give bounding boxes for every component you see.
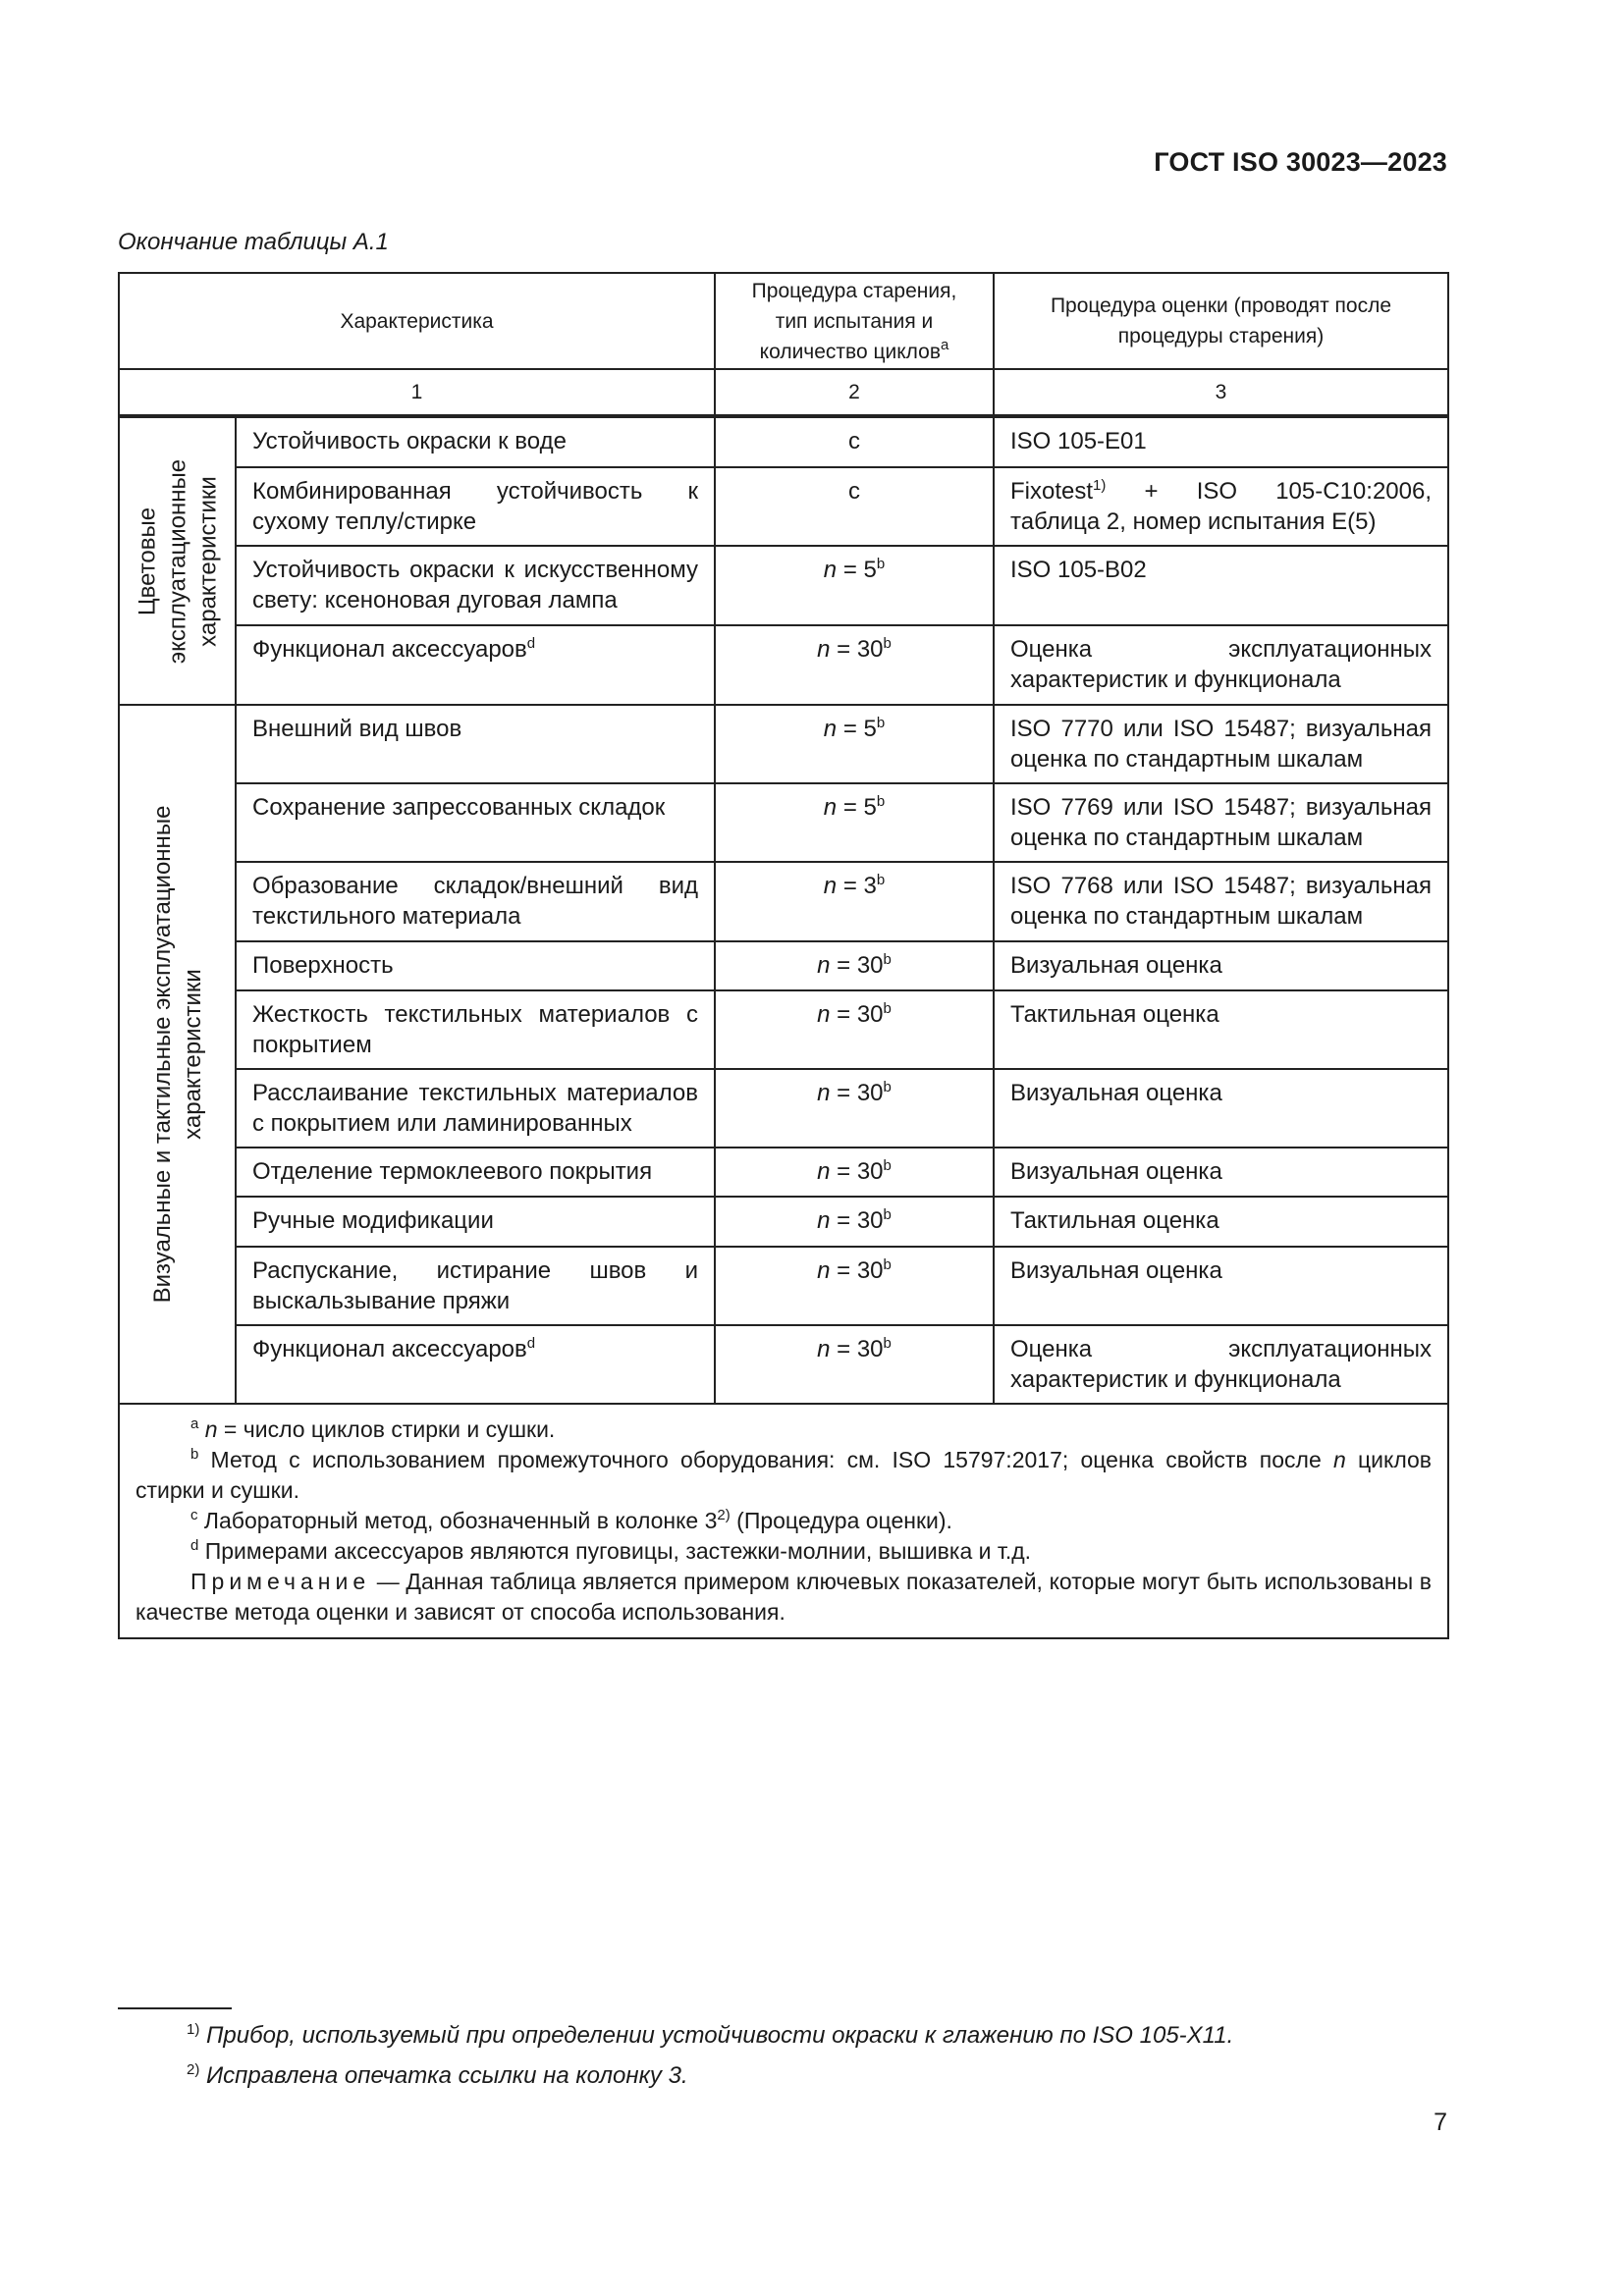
column-number: 2 [715,369,994,416]
table-row [119,941,1448,990]
procedure-cell [715,416,994,467]
evaluation-cell: Визуальная оценка [994,1148,1448,1197]
table-row [119,546,1448,625]
header-evaluation: Процедура оценки (проводят после процедуры старения) [994,273,1448,369]
column-number: 1 [119,369,715,416]
procedure-value: c [848,477,860,505]
table-row [119,862,1448,940]
procedure-cell: $n = 5^b$ [715,546,994,625]
procedure-value: n = 30 [817,951,884,979]
characteristic-cell: Функционал аксессуаров$^d$ [236,625,715,705]
characteristic-cell: Образование складок/внешний вид текстильного материала [236,862,715,940]
procedure-value: n = 5 [823,716,877,742]
procedure-value: n = 30 [817,1335,884,1362]
evaluation-cell: Визуальная оценка [994,941,1448,990]
evaluation-cell: Визуальная оценка [994,1069,1448,1148]
table-caption: Окончание таблицы А.1 [118,229,389,255]
evaluation-cell: Тактильная оценка [994,990,1448,1069]
table-row [119,1325,1448,1404]
procedure-value: n = 30 [817,1158,884,1186]
header-characteristic: Характеристика [119,273,715,369]
document-header: ГОСТ ISO 30023—2023 [1154,147,1447,177]
procedure-cell: $n = 30^b$ [715,1197,994,1246]
table-row [119,1197,1448,1246]
characteristic-cell: Комбинированная устойчивость к сухому теплу/стирке [236,467,715,547]
characteristic-cell: Распускание, истирание швов и выскальзывание пряжи [236,1247,715,1325]
page-footnotes [187,2015,1453,2096]
evaluation-cell: Визуальная оценка [994,1247,1448,1325]
procedure-value: c [848,428,860,454]
procedure-cell: $n = 30^b$ [715,1247,994,1325]
characteristic-cell: Поверхность [236,941,715,990]
characteristic-cell: Функционал аксессуаров$^d$ [236,1325,715,1404]
procedure-cell: $n = 30^b$ [715,990,994,1069]
procedure-value: n = 30 [817,1256,884,1284]
group-label: Цветовые эксплуатационные характеристики [134,458,221,664]
table-row [119,783,1448,862]
characteristic-cell: Расслаивание текстильных материалов с покрытием или ламинированных [236,1069,715,1148]
note-d: $^d$ Примерами аксессуаров являются пуговицы, застежки-молнии, вышивка и т.д. [190,1537,1032,1564]
note-a: $^a$ n = число циклов стирки и сушки. [190,1415,556,1442]
evaluation-cell: Оценка эксплуатационных характеристик и функционала [994,625,1448,705]
procedure-value: n = 30 [817,1080,884,1107]
characteristic-cell: Ручные модификации [236,1197,715,1246]
procedure-cell: $n = 30^b$ [715,1148,994,1197]
evaluation-cell: Оценка эксплуатационных характеристик и функционала [994,1325,1448,1404]
procedure-cell: $n = 30^b$ [715,1325,994,1404]
group-label: Визуальные и тактильные эксплуатационные характеристики [148,805,206,1304]
characteristic-cell: Устойчивость окраски к искусственному свету: ксеноновая дуговая лампа [236,546,715,625]
note-c: $^c$ Лабораторный метод, обозначенный в колонке 3$^{2)}$ (Процедура оценки). [190,1507,952,1533]
table-a1 [118,272,1449,1639]
notes-row [119,1404,1448,1638]
group-label-cell [119,416,236,705]
table-notes [119,1404,1448,1638]
procedure-value: n = 30 [817,636,884,664]
procedure-cell: $n = 30^b$ [715,1069,994,1148]
procedure-value: n = 5 [823,557,877,584]
evaluation-cell: ISO 105-E01 [994,416,1448,467]
table-row [119,467,1448,547]
characteristic-cell: Сохранение запрессованных складок [236,783,715,862]
footnote-2: $^{2)}$ Исправлена опечатка ссылки на колонку 3. [187,2061,688,2089]
table-row [119,705,1448,783]
procedure-cell: $n = 30^b$ [715,625,994,705]
note-b: $^b$ Метод с использованием промежуточного оборудования: см. ISO 15797:2017; оценка свойств после n циклов стирки и сушки. [135,1446,1433,1503]
characteristic-cell: Отделение термоклеевого покрытия [236,1148,715,1197]
table-row [119,990,1448,1069]
evaluation-cell: ISO 105-B02 [994,546,1448,625]
evaluation-cell: Fixotest$^{1)}$ + ISO 105-C10:2006, таблица 2, номер испытания E(5) [994,467,1448,547]
evaluation-cell: Тактильная оценка [994,1197,1448,1246]
footnote-rule [118,2007,232,2009]
page-number: 7 [1434,2109,1447,2136]
table-row [119,625,1448,705]
procedure-value: n = 30 [817,1000,884,1028]
note-remark: Примечание — Данная таблица является примером ключевых показателей, которые могут быть использованы в качестве метода оценки и зависят от способа использования. [135,1569,1432,1625]
header-row [119,273,1448,369]
procedure-cell [715,467,994,547]
evaluation-cell: ISO 7768 или ISO 15487; визуальная оценка по стандартным шкалам [994,862,1448,940]
procedure-value: n = 3 [823,873,877,900]
column-numbers-row [119,369,1448,416]
evaluation-cell: ISO 7770 или ISO 15487; визуальная оценка по стандартным шкалам [994,705,1448,783]
procedure-cell: $n = 3^b$ [715,862,994,940]
procedure-value: n = 30 [817,1207,884,1235]
table-row [119,1247,1448,1325]
characteristic-cell: Устойчивость окраски к воде [236,416,715,467]
procedure-cell: $n = 5^b$ [715,705,994,783]
table-row [119,1069,1448,1148]
table-row [119,416,1448,467]
procedure-cell: $n = 30^b$ [715,941,994,990]
column-number: 3 [994,369,1448,416]
table-row [119,1148,1448,1197]
procedure-cell: $n = 5^b$ [715,783,994,862]
characteristic-cell: Жесткость текстильных материалов с покрытием [236,990,715,1069]
evaluation-cell: ISO 7769 или ISO 15487; визуальная оценка по стандартным шкалам [994,783,1448,862]
footnote-1: $^{1)}$ Прибор, используемый при определении устойчивости окраски к глажению по ISO 105-X11. [187,2021,1234,2049]
characteristic-cell: Внешний вид швов [236,705,715,783]
procedure-value: n = 5 [823,794,877,822]
group-label-cell [119,705,236,1404]
header-procedure: Процедура старения, тип испытания и количество циклов$^a$ [715,273,994,369]
